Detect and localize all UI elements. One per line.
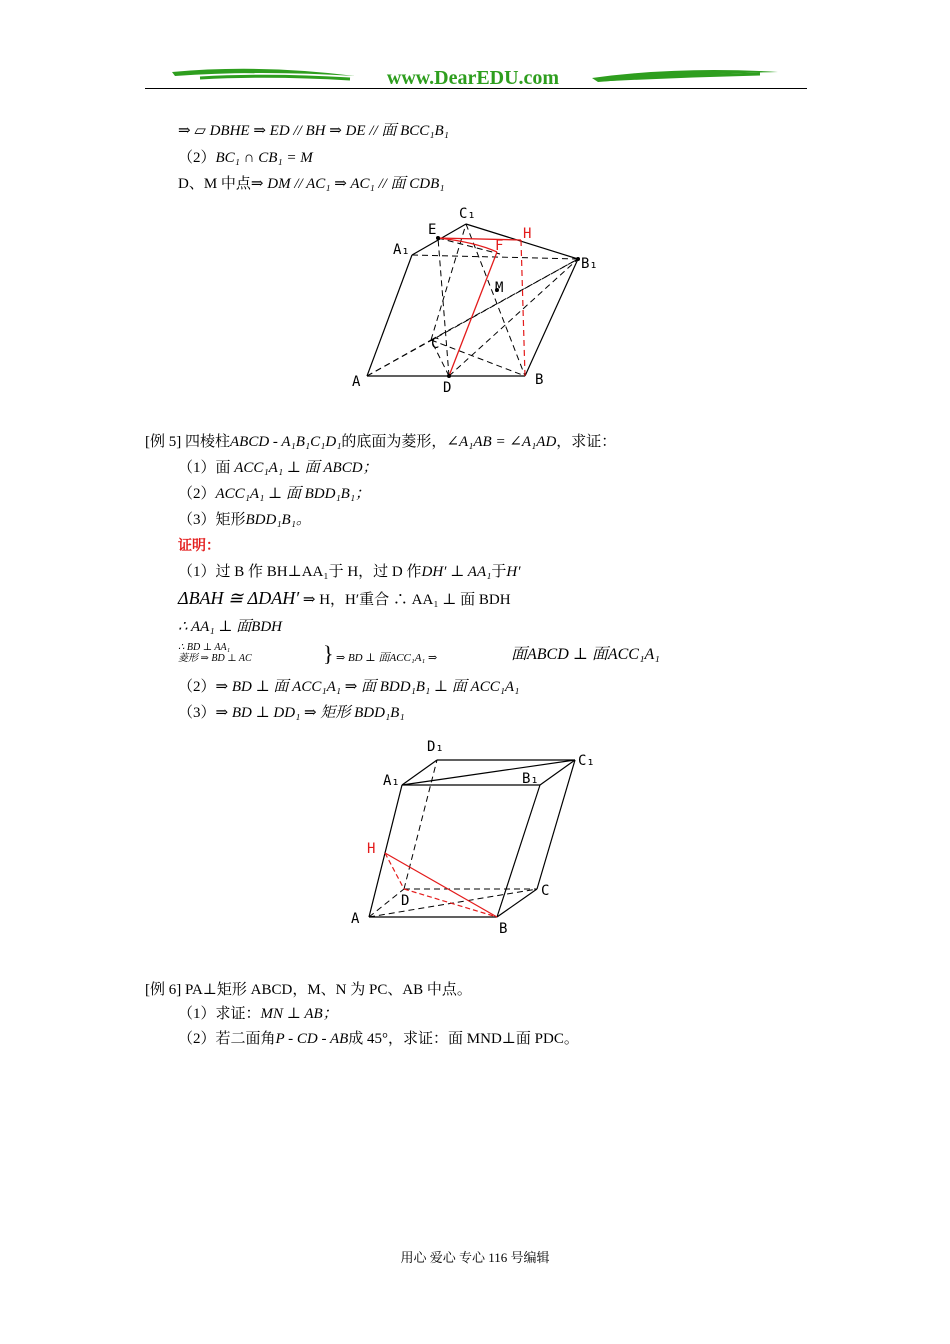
- label-A1: A₁: [393, 242, 410, 258]
- example-5-q1: （1）面 ACC₁A₁ ⊥ 面 ABCD；: [178, 460, 378, 476]
- proof-line-3: ∴ AA₁ ⊥ 面BDH: [178, 619, 282, 635]
- label-M: M: [495, 280, 504, 296]
- label-C1b: C₁: [578, 753, 595, 769]
- label-C1: C₁: [459, 206, 476, 222]
- label-Cb: C: [541, 883, 550, 899]
- label-B1: B₁: [581, 256, 598, 272]
- proof-label: 证明：: [178, 539, 220, 554]
- proof-line-2: ΔBAH ≅ ΔDAH′ ⇒ H，H′重合 ∴ AA₁ ⊥ 面 BDH: [178, 588, 511, 608]
- label-Bb: B: [499, 921, 508, 937]
- label-Db: D: [401, 893, 410, 909]
- label-Ab: A: [351, 911, 360, 927]
- proof-line-6: （3）⇒ BD ⊥ DD₁ ⇒ 矩形 BDD₁B₁: [178, 705, 405, 721]
- label-A1b: A₁: [383, 773, 400, 789]
- label-F: F: [495, 238, 504, 254]
- line-3: D、M 中点⇒ DM // AC₁ ⇒ AC₁ // 面 CDB₁: [178, 176, 445, 192]
- label-A: A: [352, 374, 361, 390]
- example-5-q2: （2）ACC₁A₁ ⊥ 面 BDD₁B₁；: [178, 486, 371, 502]
- example-6-q1: （1）求证：MN ⊥ AB；: [178, 1006, 338, 1022]
- example-5-q3: （3）矩形BDD₁B₁。: [178, 512, 311, 528]
- label-Hb: H: [367, 841, 376, 857]
- proof-line-1: （1）过 B 作 BH⊥AA₁于 H，过 D 作DH′ ⊥ AA₁于H′: [178, 564, 521, 580]
- line-2: （2）BC₁ ∩ CB₁ = M: [178, 150, 313, 166]
- label-H: H: [523, 226, 532, 242]
- label-B1b: B₁: [522, 771, 539, 787]
- example-6-statement: [例 6] PA⊥矩形 ABCD，M、N 为 PC、AB 中点。: [145, 982, 472, 998]
- example-5-statement: [例 5] 四棱柱ABCD - A₁B₁C₁D₁的底面为菱形，∠A₁AB = ∠A₁AD，求证：: [145, 434, 617, 450]
- line-1: ⇒ ▱ DBHE ⇒ ED // BH ⇒ DE // 面 BCC₁B₁: [178, 123, 449, 139]
- figure-1-prism: [345, 202, 605, 398]
- page-footer: 用心 爱心 专心 116 号编辑: [400, 1250, 550, 1265]
- proof-line-5: （2）⇒ BD ⊥ 面 ACC₁A₁ ⇒ 面 BDD₁B₁ ⊥ 面 ACC₁A₁: [178, 679, 520, 695]
- label-D: D: [443, 380, 452, 396]
- label-B: B: [535, 372, 544, 388]
- figure-2-prism: [345, 735, 605, 940]
- header-rule: [145, 88, 807, 89]
- label-C: C: [431, 336, 440, 352]
- label-D1: D₁: [427, 739, 444, 755]
- site-logo-text: www.DearEDU.com: [386, 67, 560, 89]
- label-E: E: [428, 222, 437, 238]
- header-banner: [0, 60, 950, 100]
- example-6-q2: （2）若二面角P - CD - AB成 45°，求证：面 MND⊥面 PDC。: [178, 1031, 579, 1047]
